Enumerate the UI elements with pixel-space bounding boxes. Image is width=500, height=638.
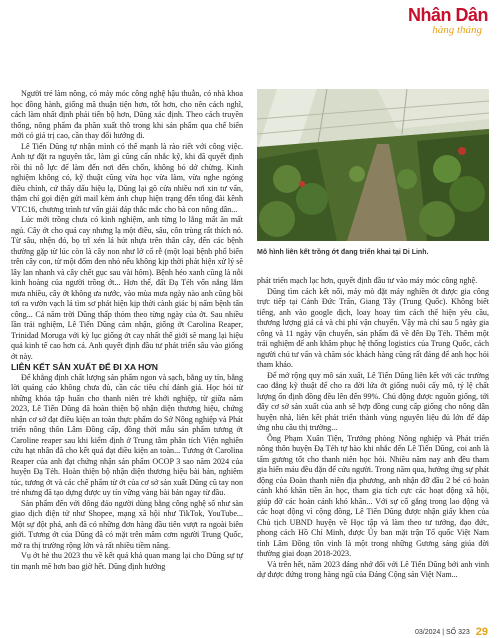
paragraph: Người trẻ làm nông, có máy móc công nghệ hậu thuẫn, có nhà khoa học đồng hành, giống mã thuận tiện hơn, tốt hơn, cho nên cách nghĩ, cách làm nhất định phải tiến bộ hơn, Dũng xác định. Theo cách truyền thống, nông phẩm đa phần xuất thô trong khi sản phẩm qua chế biến mới có giá trị cao, cần thay đổi hướng đi.: [11, 89, 243, 140]
issue-label: 03/2024 | SỐ 323: [415, 628, 470, 636]
left-column: [11, 89, 243, 572]
paragraph: Vụ ớt hè thu 2023 thu về kết quả khả quan mang lại cho Dũng sự tự tin mạnh mẽ hơn bao giờ hết. Dũng định hướng: [11, 551, 243, 571]
paragraph: phát triển mạch lạc hơn, quyết định đầu tư vào máy móc công nghệ.: [257, 276, 478, 285]
paragraph: Sản phẩm đến với đông đảo người dùng bằng công nghệ số như sàn giao dịch điện tử như Shopee, mạng xã hội như TikTok, YouTube... Một sự đột phá, anh đã có những đơn hàng đầu tiên vượt ra ngoài biên giới. Tương ớt của Dũng đã có mặt trên mâm cơm người Trung Quốc, mở ra thị trường rộng lớn và rất nhiều tiềm năng.: [11, 498, 243, 550]
photo-caption: Mô hình liên kết trồng ớt đang triển khai tại Di Linh.: [257, 249, 429, 256]
greenhouse-photo: [257, 89, 489, 241]
right-column: [257, 276, 489, 581]
paragraph: Và trên hết, năm 2023 đáng nhớ đối với Lê Tiến Dũng bởi anh vinh dự được đứng trong hàng ngũ của Đảng Cộng sản Việt Nam...: [257, 559, 489, 579]
nhandan-logo: [390, 6, 488, 40]
paragraph: Để mở rộng quy mô sản xuất, Lê Tiến Dũng liên kết với các trường cao đẳng kỹ thuật để cho ra đời lứa ớt giống nuôi cấy mô, tỷ lệ chất lượng ổn định đồng đều lên đến 99%. Chủ động được nguồn giống, tới đây cơ sở sản xuất của anh sẽ hợp đồng cung cấp giống cho nông dân huyện nhà, liên kết phát triển thành vùng nguyên liệu đủ lớn để đáp ứng nhu cầu thị trường...: [257, 370, 489, 432]
paragraph: Dũng tìm cách kết nối, máy mò đặt máy nghiền ớt được gia công trực tiếp tại Cảnh Đức Trấn, Giang Tây (Trung Quốc). Không biết tiếng, anh vào google dịch, loay hoay tìm cách thể hiện yêu cầu, thương lượng giá cả và chi phí vận chuyển. Vậy mà chỉ sau 5 ngày gia công và 11 ngày vận chuyển, sản phẩm đã về đến Đạ Tẻh. Thêm một trải nghiệm để anh khâm phục hệ thống logistics của Trung Quốc, cách người chủ tư vấn và chăm sóc khách hàng cũng rất đáng để anh học hỏi tham khảo.: [257, 286, 489, 369]
paragraph: Để khẳng định chất lượng sản phẩm ngon và sạch, bằng uy tín, bằng lời quảng cáo không chưa đủ, cần các tiêu chí đánh giá. Học hỏi từ những khóa tập huấn cho thanh niên trẻ khởi nghiệp, từ giữa năm 2023, Lê Tiến Dũng đã hoàn thiện bộ nhận diện thương hiệu, chứng nhận cơ sở đạt điều kiện an toàn thực phẩm do Sở Nông nghiệp và Phát triển nông thôn Lâm Đồng cấp, đồng thời mẫu sản phẩm tương ớt Caroline reaper sau khi kiểm định ở Trung tâm phân tích Viện nghiên cứu hạt nhân đã cho kết quả đạt điều kiện an toàn... Tương ớt Carolina Reaper của anh đạt chứng nhận sản phẩm OCOP 3 sao năm 2024 của huyện Đạ Tẻh. Hoàn thiện bộ nhận diện thương hiệu bài bản, nghiêm túc, tương ớt và các chế phẩm từ ớt của cơ sở sản xuất Dũng cũ tay non trẻ nhưng đã tạo dựng được uy tín vững vàng bài bản ngay từ đầu.: [11, 372, 243, 497]
paragraph: Lê Tiến Dũng tự nhận mình có thế mạnh là rào riết với công việc. Anh tự đặt ra nguyên tắc, làm gì cũng cẩn nhắc kỹ, khi đã quyết định rồi thì nỗ lực để làm đến nơi đến chốn, không bỏ dở chừng. Kinh nghiệm không có, kỹ thuật cũng vừa học vừa làm, vừa nghe ngóng điều chỉnh, cứ thấy dấu hiệu lạ, Dũng lại gõ cửa nhiều nơi xin tư vấn, thậm chí gọi điện gửi mail kèm ảnh chụp hiện trạng đến tổng đài kênh VTC16, chương trình tư vấn giải đáp thắc mắc cho bà con nông dân...: [11, 141, 243, 214]
page-footer: [415, 626, 488, 638]
logo-tagline: hàng tháng: [432, 24, 482, 36]
page-number: 29: [475, 626, 488, 638]
section-heading: LIÊN KẾT SẢN XUẤT ĐỂ ĐI XA HƠN: [11, 362, 158, 372]
logo-title: Nhân Dân: [407, 5, 488, 25]
paragraph: Lúc mới trồng chưa có kinh nghiệm, anh từng lo lắng mất ăn mất ngủ. Cây ớt cho quả cay nhưng lạ một điều, sâu, côn trùng rất thích nó. Từ sâu, nhện đỏ, bọ trĩ xén lá hút nhựa trên thân cây, đến các bệnh thường gặp từ lúc còn là cây non như lở cổ rễ (một loại bệnh phổ biến trên cây con, từ một đốm đen nhỏ nếu không kịp thời phát hiện xử lý sẽ lây lan nhanh và cây chết gục sau vài hôm). Bệnh héo xanh cũng là nỗi kinh hoàng của người trồng ớt... Hơn thế, đất Đạ Tẻh vốn nắng lắm mưa nhiều, cây ớt không ưa nước, vào mùa mưa ngày nào anh cũng bồi tơi ra vườn vạch lá tìm sơ phát hiện kịp thời cành giác bị nấm bệnh tấn công... Cả năm trời Dũng thấp thỏm theo từng ngày của ớt. Sau nhiều lần trải nghiệm, Lê Tiến Dũng cảm nhận, giống ớt Carolina Reaper, Trinidad Moruga với kỳ lục giống ớt cay nhất thế giới sẽ mang lại hiệu quả kinh tế cao hơn cả. Anh quyết định đầu tư phát triển sâu vào giống ớt này.: [11, 215, 243, 361]
greenhouse-illustration: [257, 89, 489, 241]
paragraph: Ông Phạm Xuân Tiện, Trưởng phòng Nông nghiệp và Phát triển nông thôn huyện Đạ Tẻh tự hào khi nhắc đến Lê Tiến Dũng, coi anh là tấm gương tốt cho thanh niên học hỏi. Nhiều năm nay anh đều tham gia hiến máu đều đặn để cứu người. Trong năm qua, hưởng ứng sự phát động của Đoàn thanh niên địa phương, anh nhận đỡ đầu 2 bé có hoàn cảnh khó khăn tiền ăn học, tham gia tích cực các hoạt động xã hội, giúp đỡ các hoàn cảnh khó khăn... Với sự cố gắng trong lao động và các hoạt động vì cộng đồng, Lê Tiến Dũng được nhận giấy khen của Chủ tịch UBND huyện về Học tập và làm theo tư tưởng, đạo đức, phong cách Hồ Chí Minh, được Ủy ban mặt trận Tổ quốc Việt Nam tỉnh Lâm Đồng tôn vinh là một trong những Gương sáng giúa đời thường giai đoạn 2018-2023.: [257, 433, 489, 558]
